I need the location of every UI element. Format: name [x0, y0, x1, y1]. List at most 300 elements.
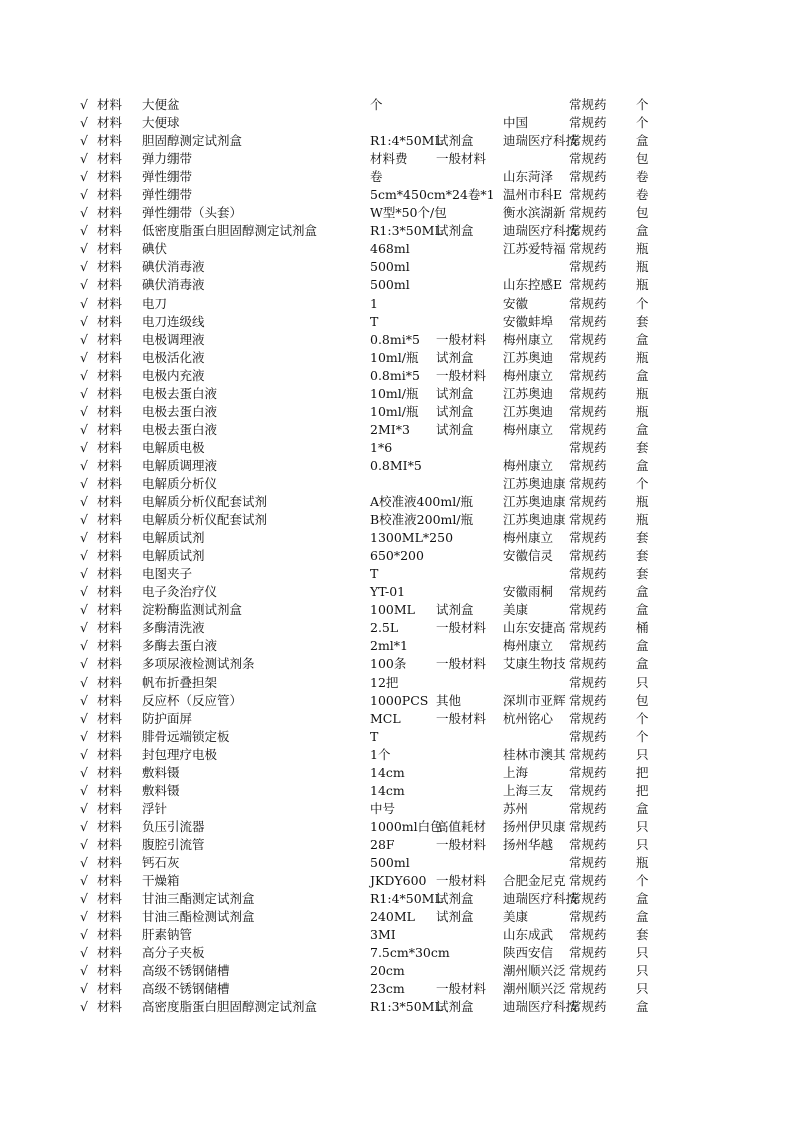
type-cell: 一般材料 [436, 836, 487, 852]
spec-cell: 500ml [370, 259, 410, 275]
table-row [0, 331, 793, 349]
item-name-cell: 弹性绷带（头套） [142, 205, 243, 221]
unit-cell: 盒 [636, 584, 649, 600]
table-row [0, 655, 793, 673]
class-cell: 常规药 [569, 439, 607, 455]
table-row [0, 619, 793, 637]
unit-cell: 盒 [636, 602, 649, 618]
type-cell: 一般材料 [436, 656, 487, 672]
class-cell: 常规药 [569, 169, 607, 185]
spec-cell: R1:4*50ML [370, 133, 443, 149]
category-cell: 材料 [97, 169, 123, 185]
unit-cell: 只 [636, 981, 649, 997]
spec-cell: A校准液400ml/瓶 [370, 494, 473, 510]
spec-cell: 0.8mi*5 [370, 367, 420, 383]
class-cell: 常规药 [569, 151, 607, 167]
table-row [0, 385, 793, 403]
unit-cell: 只 [636, 945, 649, 961]
spec-cell: 14cm [370, 764, 405, 780]
class-cell: 常规药 [569, 818, 607, 834]
category-cell: 材料 [97, 945, 123, 961]
table-row [0, 186, 793, 204]
check-mark: √ [80, 421, 88, 437]
table-row [0, 168, 793, 186]
item-name-cell: 腓骨远端锁定板 [142, 728, 230, 744]
table-row [0, 240, 793, 258]
maker-cell: 美康 [503, 909, 529, 925]
unit-cell: 套 [636, 313, 649, 329]
check-mark: √ [80, 295, 88, 311]
class-cell: 常规药 [569, 403, 607, 419]
spec-cell: 5cm*450cm*24卷*1 [370, 187, 495, 203]
unit-cell: 盒 [636, 457, 649, 473]
item-name-cell: 高密度脂蛋白胆固醇测定试剂盒 [142, 999, 318, 1015]
category-cell: 材料 [97, 512, 123, 528]
class-cell: 常规药 [569, 530, 607, 546]
unit-cell: 瓶 [636, 277, 649, 293]
check-mark: √ [80, 999, 88, 1015]
unit-cell: 只 [636, 836, 649, 852]
category-cell: 材料 [97, 728, 123, 744]
unit-cell: 盒 [636, 999, 649, 1015]
category-cell: 材料 [97, 800, 123, 816]
class-cell: 常规药 [569, 457, 607, 473]
spec-cell: 100ML [370, 602, 415, 618]
check-mark: √ [80, 548, 88, 564]
check-mark: √ [80, 97, 88, 112]
check-mark: √ [80, 800, 88, 816]
item-name-cell: 弹力绷带 [142, 151, 193, 167]
unit-cell: 包 [636, 151, 649, 167]
check-mark: √ [80, 818, 88, 834]
check-mark: √ [80, 638, 88, 654]
table-row [0, 565, 793, 583]
table-row [0, 782, 793, 800]
spec-cell: 240ML [370, 909, 415, 925]
maker-cell: 梅州康立 [503, 367, 554, 383]
check-mark: √ [80, 133, 88, 149]
spec-cell: T [370, 566, 379, 582]
check-mark: √ [80, 945, 88, 961]
check-mark: √ [80, 836, 88, 852]
category-cell: 材料 [97, 854, 123, 870]
check-mark: √ [80, 927, 88, 943]
class-cell: 常规药 [569, 223, 607, 239]
category-cell: 材料 [97, 764, 123, 780]
spec-cell: 1000ml白色 [370, 818, 443, 834]
spec-cell: 1 [370, 295, 378, 311]
item-name-cell: 甘油三酯检测试剂盒 [142, 909, 255, 925]
class-cell: 常规药 [569, 187, 607, 203]
check-mark: √ [80, 457, 88, 473]
unit-cell: 瓶 [636, 385, 649, 401]
item-name-cell: 电解质分析仪配套试剂 [142, 494, 268, 510]
maker-cell: 梅州康立 [503, 331, 554, 347]
check-mark: √ [80, 602, 88, 618]
maker-cell: 山东菏泽 [503, 169, 554, 185]
item-name-cell: 多项尿液检测试剂条 [142, 656, 255, 672]
unit-cell: 盒 [636, 421, 649, 437]
category-cell: 材料 [97, 873, 123, 889]
check-mark: √ [80, 494, 88, 510]
category-cell: 材料 [97, 548, 123, 564]
check-mark: √ [80, 728, 88, 744]
item-name-cell: 胆固醇测定试剂盒 [142, 133, 243, 149]
check-mark: √ [80, 710, 88, 726]
category-cell: 材料 [97, 277, 123, 293]
maker-cell: 潮州顺兴泛 [503, 981, 566, 997]
class-cell: 常规药 [569, 728, 607, 744]
table-row [0, 692, 793, 710]
class-cell: 常规药 [569, 981, 607, 997]
class-cell: 常规药 [569, 854, 607, 870]
category-cell: 材料 [97, 205, 123, 221]
item-name-cell: 甘油三酯测定试剂盒 [142, 891, 255, 907]
table-row [0, 529, 793, 547]
class-cell: 常规药 [569, 133, 607, 149]
class-cell: 常规药 [569, 692, 607, 708]
item-name-cell: 封包理疗电极 [142, 746, 218, 762]
item-name-cell: 敷料镊 [142, 782, 180, 798]
item-name-cell: 大便盆 [142, 97, 180, 112]
class-cell: 常规药 [569, 674, 607, 690]
class-cell: 常规药 [569, 602, 607, 618]
item-name-cell: 淀粉酶监测试剂盒 [142, 602, 243, 618]
maker-cell: 苏州 [503, 800, 529, 816]
unit-cell: 套 [636, 927, 649, 943]
class-cell: 常规药 [569, 800, 607, 816]
class-cell: 常规药 [569, 782, 607, 798]
class-cell: 常规药 [569, 331, 607, 347]
item-name-cell: 电极内充液 [142, 367, 205, 383]
maker-cell: 江苏奥迪 [503, 385, 554, 401]
maker-cell: 江苏奥迪康 [503, 494, 566, 510]
spec-cell: R1:3*50ML [370, 223, 443, 239]
check-mark: √ [80, 692, 88, 708]
category-cell: 材料 [97, 602, 123, 618]
class-cell: 常规药 [569, 656, 607, 672]
maker-cell: 梅州康立 [503, 530, 554, 546]
table-row [0, 944, 793, 962]
item-name-cell: 电极去蛋白液 [142, 421, 218, 437]
category-cell: 材料 [97, 638, 123, 654]
class-cell: 常规药 [569, 241, 607, 257]
category-cell: 材料 [97, 331, 123, 347]
unit-cell: 个 [636, 97, 649, 112]
spec-cell: 10ml/瓶 [370, 385, 419, 401]
check-mark: √ [80, 656, 88, 672]
unit-cell: 盒 [636, 909, 649, 925]
item-name-cell: 帆布折叠担架 [142, 674, 218, 690]
category-cell: 材料 [97, 710, 123, 726]
check-mark: √ [80, 115, 88, 131]
table-row [0, 150, 793, 168]
maker-cell: 上海 [503, 764, 529, 780]
category-cell: 材料 [97, 584, 123, 600]
item-name-cell: 电解质试剂 [142, 530, 205, 546]
spec-cell: 2MI*3 [370, 421, 410, 437]
maker-cell: 江苏奥迪康 [503, 475, 566, 491]
check-mark: √ [80, 259, 88, 275]
category-cell: 材料 [97, 457, 123, 473]
table-row [0, 980, 793, 998]
maker-cell: 潮州顺兴泛 [503, 963, 566, 979]
class-cell: 常规药 [569, 313, 607, 329]
class-cell: 常规药 [569, 620, 607, 636]
spec-cell: T [370, 728, 379, 744]
maker-cell: 安徽信灵 [503, 548, 554, 564]
unit-cell: 套 [636, 439, 649, 455]
item-name-cell: 低密度脂蛋白胆固醇测定试剂盒 [142, 223, 318, 239]
maker-cell: 山东成武 [503, 927, 554, 943]
spec-cell: W型*50个/包 [370, 205, 447, 221]
maker-cell: 温州市科E [503, 187, 563, 203]
spec-cell: 14cm [370, 782, 405, 798]
unit-cell: 卷 [636, 187, 649, 203]
class-cell: 常规药 [569, 512, 607, 528]
spec-cell: 1300ML*250 [370, 530, 454, 546]
item-name-cell: 防护面屏 [142, 710, 193, 726]
check-mark: √ [80, 530, 88, 546]
table-row [0, 674, 793, 692]
unit-cell: 瓶 [636, 854, 649, 870]
class-cell: 常规药 [569, 115, 607, 131]
spec-cell: 3MI [370, 927, 396, 943]
class-cell: 常规药 [569, 566, 607, 582]
type-cell: 一般材料 [436, 367, 487, 383]
type-cell: 高值耗材 [436, 818, 487, 834]
table-row [0, 421, 793, 439]
spec-cell: 10ml/瓶 [370, 349, 419, 365]
item-name-cell: 高分子夹板 [142, 945, 205, 961]
spec-cell: 20cm [370, 963, 405, 979]
table-row [0, 836, 793, 854]
table-row [0, 222, 793, 240]
table-row [0, 511, 793, 529]
maker-cell: 中国 [503, 115, 529, 131]
item-name-cell: 弹性绷带 [142, 169, 193, 185]
spec-cell: 1个 [370, 746, 391, 762]
category-cell: 材料 [97, 421, 123, 437]
item-name-cell: 碘伏消毒液 [142, 277, 205, 293]
maker-cell: 江苏奥迪 [503, 403, 554, 419]
table-row [0, 132, 793, 150]
unit-cell: 瓶 [636, 259, 649, 275]
table-row [0, 204, 793, 222]
type-cell: 试剂盒 [436, 891, 474, 907]
item-name-cell: 电极调理液 [142, 331, 205, 347]
unit-cell: 套 [636, 530, 649, 546]
check-mark: √ [80, 891, 88, 907]
table-row [0, 547, 793, 565]
item-name-cell: 弹性绷带 [142, 187, 193, 203]
type-cell: 其他 [436, 692, 462, 708]
maker-cell: 艾康生物技 [503, 656, 566, 672]
item-name-cell: 肝素钠管 [142, 927, 193, 943]
unit-cell: 卷 [636, 169, 649, 185]
table-row [0, 998, 793, 1016]
class-cell: 常规药 [569, 963, 607, 979]
class-cell: 常规药 [569, 349, 607, 365]
check-mark: √ [80, 909, 88, 925]
unit-cell: 盒 [636, 656, 649, 672]
item-name-cell: 高级不锈钢储槽 [142, 963, 230, 979]
category-cell: 材料 [97, 313, 123, 329]
category-cell: 材料 [97, 692, 123, 708]
check-mark: √ [80, 223, 88, 239]
category-cell: 材料 [97, 963, 123, 979]
type-cell: 试剂盒 [436, 133, 474, 149]
table-row [0, 367, 793, 385]
spec-cell: 468ml [370, 241, 410, 257]
maker-cell: 梅州康立 [503, 638, 554, 654]
category-cell: 材料 [97, 187, 123, 203]
unit-cell: 盒 [636, 638, 649, 654]
category-cell: 材料 [97, 439, 123, 455]
check-mark: √ [80, 151, 88, 167]
spec-cell: R1:4*50ML [370, 891, 443, 907]
maker-cell: 梅州康立 [503, 421, 554, 437]
unit-cell: 瓶 [636, 403, 649, 419]
class-cell: 常规药 [569, 205, 607, 221]
category-cell: 材料 [97, 223, 123, 239]
unit-cell: 个 [636, 710, 649, 726]
maker-cell: 梅州康立 [503, 457, 554, 473]
spec-cell: 23cm [370, 981, 405, 997]
category-cell: 材料 [97, 115, 123, 131]
maker-cell: 扬州伊贝康 [503, 818, 566, 834]
item-name-cell: 多酶去蛋白液 [142, 638, 218, 654]
class-cell: 常规药 [569, 891, 607, 907]
table-row [0, 114, 793, 132]
class-cell: 常规药 [569, 836, 607, 852]
item-name-cell: 电解质分析仪配套试剂 [142, 512, 268, 528]
class-cell: 常规药 [569, 873, 607, 889]
category-cell: 材料 [97, 981, 123, 997]
table-row [0, 764, 793, 782]
class-cell: 常规药 [569, 367, 607, 383]
spec-cell: MCL [370, 710, 401, 726]
spec-cell: YT-01 [370, 584, 406, 600]
spec-cell: 2ml*1 [370, 638, 409, 654]
class-cell: 常规药 [569, 764, 607, 780]
table-row [0, 276, 793, 294]
category-cell: 材料 [97, 891, 123, 907]
table-row [0, 710, 793, 728]
item-name-cell: 电刀连级线 [142, 313, 205, 329]
category-cell: 材料 [97, 151, 123, 167]
type-cell: 试剂盒 [436, 349, 474, 365]
maker-cell: 迪瑞医疗科技 [503, 891, 579, 907]
item-name-cell: 负压引流器 [142, 818, 205, 834]
table-row [0, 583, 793, 601]
check-mark: √ [80, 981, 88, 997]
unit-cell: 瓶 [636, 494, 649, 510]
category-cell: 材料 [97, 349, 123, 365]
class-cell: 常规药 [569, 277, 607, 293]
table-row [0, 96, 793, 114]
table-row [0, 295, 793, 313]
item-name-cell: 电极去蛋白液 [142, 385, 218, 401]
unit-cell: 包 [636, 692, 649, 708]
unit-cell: 盒 [636, 133, 649, 149]
check-mark: √ [80, 746, 88, 762]
table-row [0, 908, 793, 926]
maker-cell: 衡水滨湖新 [503, 205, 566, 221]
materials-sheet [0, 96, 793, 1016]
item-name-cell: 电解质分析仪 [142, 475, 218, 491]
table-row [0, 637, 793, 655]
item-name-cell: 腹腔引流管 [142, 836, 205, 852]
type-cell: 一般材料 [436, 331, 487, 347]
maker-cell: 扬州华越 [503, 836, 554, 852]
spec-cell: 500ml [370, 277, 410, 293]
class-cell: 常规药 [569, 584, 607, 600]
item-name-cell: 高级不锈钢储槽 [142, 981, 230, 997]
maker-cell: 江苏奥迪 [503, 349, 554, 365]
class-cell: 常规药 [569, 548, 607, 564]
class-cell: 常规药 [569, 710, 607, 726]
table-row [0, 818, 793, 836]
type-cell: 试剂盒 [436, 602, 474, 618]
type-cell: 试剂盒 [436, 421, 474, 437]
category-cell: 材料 [97, 133, 123, 149]
category-cell: 材料 [97, 620, 123, 636]
spec-cell: JKDY600 [370, 873, 427, 889]
table-row [0, 962, 793, 980]
item-name-cell: 电解质调理液 [142, 457, 218, 473]
category-cell: 材料 [97, 999, 123, 1015]
category-cell: 材料 [97, 530, 123, 546]
check-mark: √ [80, 241, 88, 257]
maker-cell: 安徽蚌埠 [503, 313, 554, 329]
class-cell: 常规药 [569, 638, 607, 654]
check-mark: √ [80, 584, 88, 600]
check-mark: √ [80, 873, 88, 889]
class-cell: 常规药 [569, 295, 607, 311]
item-name-cell: 多酶清洗液 [142, 620, 205, 636]
item-name-cell: 碘伏 [142, 241, 168, 257]
type-cell: 试剂盒 [436, 223, 474, 239]
item-name-cell: 反应杯（反应管） [142, 692, 243, 708]
unit-cell: 盒 [636, 800, 649, 816]
table-row [0, 890, 793, 908]
table-row [0, 728, 793, 746]
type-cell: 一般材料 [436, 620, 487, 636]
unit-cell: 只 [636, 674, 649, 690]
spec-cell: 500ml [370, 854, 410, 870]
check-mark: √ [80, 187, 88, 203]
item-name-cell: 电极活化液 [142, 349, 205, 365]
class-cell: 常规药 [569, 259, 607, 275]
category-cell: 材料 [97, 782, 123, 798]
spec-cell: B校准液200ml/瓶 [370, 512, 474, 528]
unit-cell: 瓶 [636, 512, 649, 528]
item-name-cell: 电解质电极 [142, 439, 205, 455]
table-row [0, 349, 793, 367]
item-name-cell: 碘伏消毒液 [142, 259, 205, 275]
category-cell: 材料 [97, 259, 123, 275]
check-mark: √ [80, 367, 88, 383]
unit-cell: 盒 [636, 331, 649, 347]
spec-cell: 1*6 [370, 439, 393, 455]
table-row [0, 872, 793, 890]
maker-cell: 深圳市亚辉 [503, 692, 566, 708]
maker-cell: 迪瑞医疗科技 [503, 133, 579, 149]
spec-cell: 12把 [370, 674, 399, 690]
category-cell: 材料 [97, 656, 123, 672]
check-mark: √ [80, 764, 88, 780]
